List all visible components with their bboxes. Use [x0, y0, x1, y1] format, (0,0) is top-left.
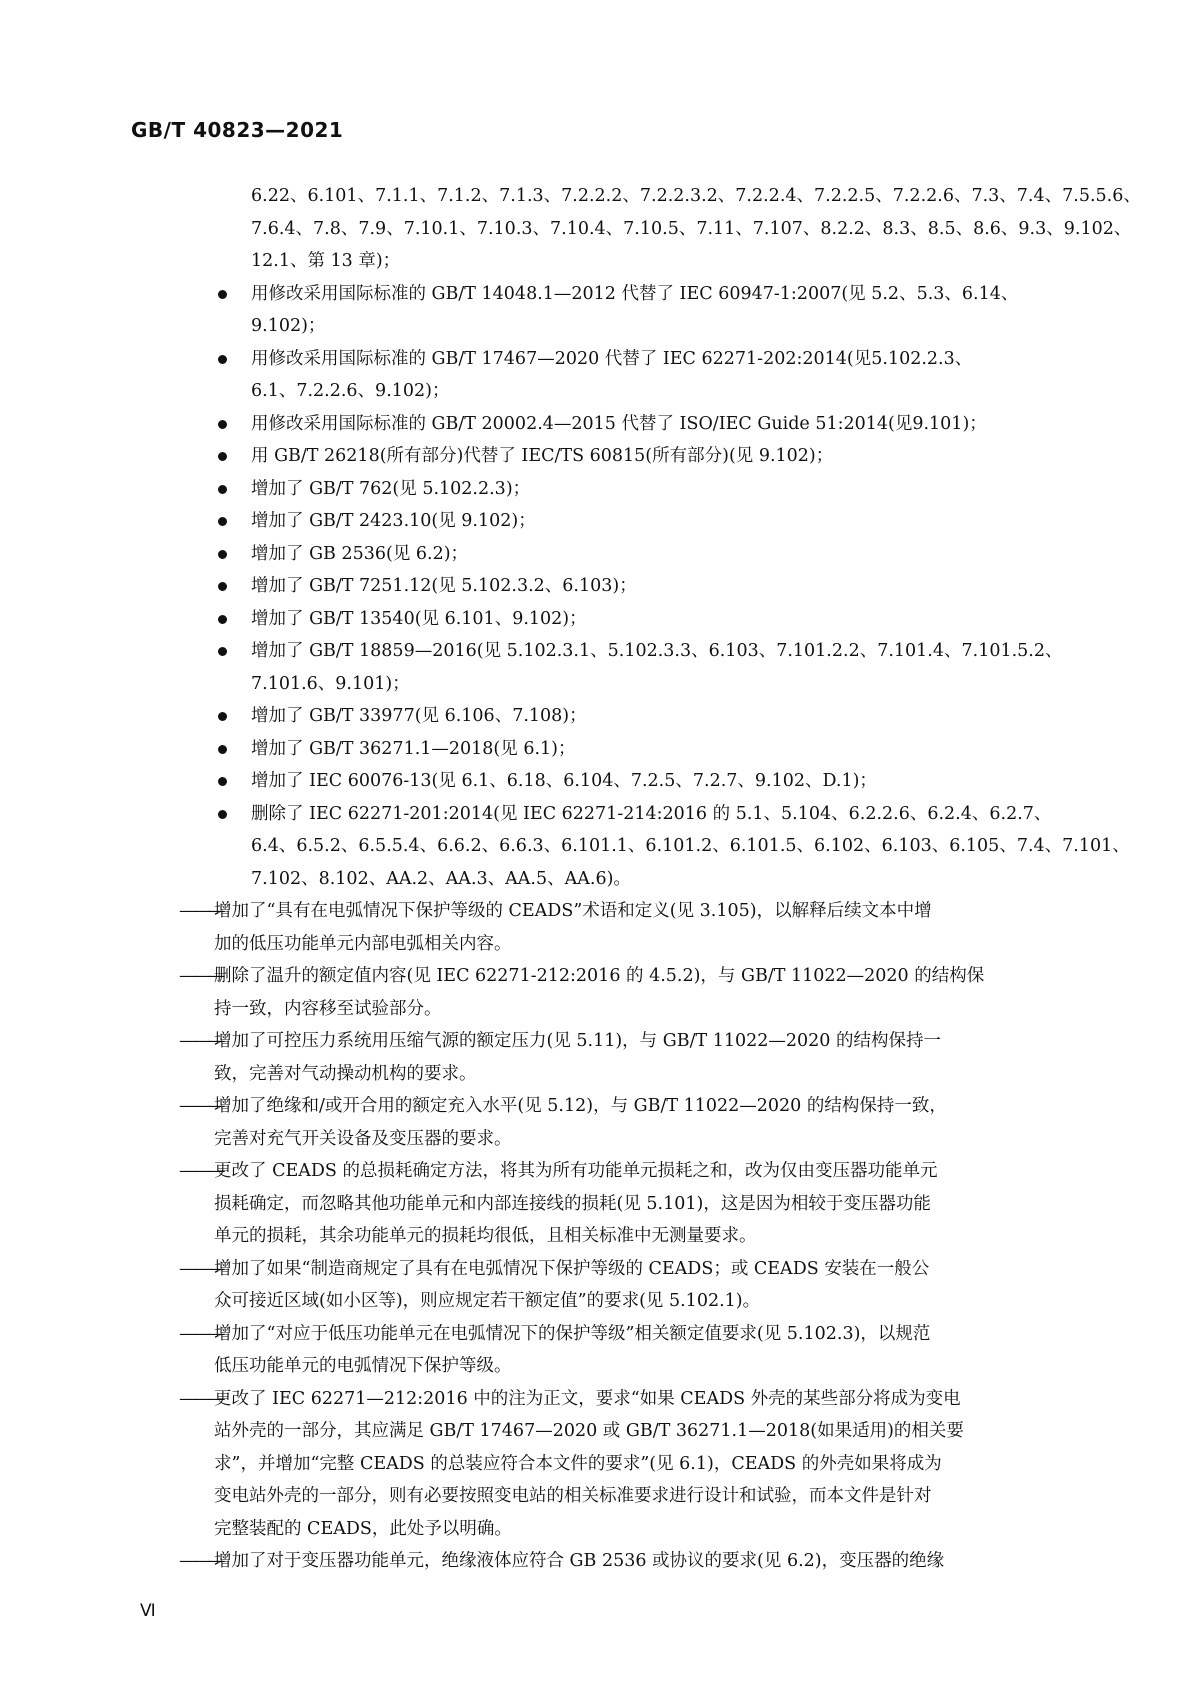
dash-item-continuation	[0, 1480, 1191, 1513]
bullet-item-text: 用 GB/T 26218(所有部分)代替了 IEC/TS 60815(所有部分)(见 9.102)；	[251, 446, 834, 466]
dash-marker: ———	[179, 1096, 223, 1116]
dash-item-text: 低压功能单元的电弧情况下保护等级。	[214, 1356, 512, 1376]
bullet-item	[0, 408, 1191, 441]
bullet-icon	[218, 810, 227, 819]
bullet-item-text: 删除了 IEC 62271-201:2014(见 IEC 62271-214:2016 的 5.1、5.104、6.2.2.6、6.2.4、6.2.7、	[251, 803, 1052, 824]
bullet-item-text: 用修改采用国际标准的 GB/T 17467—2020 代替了 IEC 62271-202:2014(见5.102.2.3、	[251, 348, 973, 369]
bullet-item-continuation	[0, 668, 1191, 701]
bullet-item-continuation	[0, 213, 1191, 246]
bullet-item-continuation	[0, 310, 1191, 343]
dash-item	[0, 1545, 1191, 1578]
bullet-icon	[218, 745, 227, 754]
dash-marker: ———	[179, 1323, 223, 1344]
bullet-icon	[218, 420, 227, 429]
bullet-item-continuation	[0, 180, 1191, 213]
bullet-item	[0, 570, 1191, 603]
bullet-item-text: 增加了 GB/T 7251.12(见 5.102.3.2、6.103)；	[251, 576, 637, 596]
dash-marker: ———	[179, 901, 223, 921]
dash-item-continuation	[0, 1350, 1191, 1383]
bullet-icon	[218, 777, 227, 786]
dash-marker: ———	[179, 1551, 223, 1571]
bullet-item-continuation	[0, 863, 1191, 896]
dash-item-text: 完善对充气开关设备及变压器的要求。	[214, 1128, 512, 1149]
dash-item-text: 增加了可控压力系统用压缩气源的额定压力(见 5.11)，与 GB/T 11022—2020 的结构保持一	[214, 1031, 941, 1051]
document-body	[0, 180, 1191, 1578]
bullet-item-text: 7.101.6、9.101)；	[251, 673, 410, 694]
dash-item-continuation	[0, 1220, 1191, 1253]
dash-marker: ———	[179, 966, 223, 986]
dash-item-text: 更改了 CEADS 的总损耗确定方法，将其为所有功能单元损耗之和，改为仅由变压器功能单元	[214, 1161, 938, 1181]
bullet-item-text: 增加了 GB/T 13540(见 6.101、9.102)；	[251, 608, 587, 629]
dash-marker: ———	[179, 1161, 223, 1181]
bullet-item-text: 6.1、7.2.2.6、9.102)；	[251, 381, 450, 401]
bullet-item-text: 12.1、第 13 章)；	[251, 251, 401, 271]
bullet-item-text: 增加了 GB/T 18859—2016(见 5.102.3.1、5.102.3.3、6.103、7.101.2.2、7.101.4、7.101.5.2、	[251, 641, 1063, 661]
bullet-item	[0, 278, 1191, 311]
dash-item-text: 增加了对于变压器功能单元，绝缘液体应符合 GB 2536 或协议的要求(见 6.2)，变压器的绝缘	[214, 1551, 945, 1571]
dash-item	[0, 1253, 1191, 1286]
dash-item-continuation	[0, 1058, 1191, 1091]
bullet-item-text: 增加了 GB/T 762(见 5.102.2.3)；	[251, 478, 531, 499]
bullet-item	[0, 473, 1191, 506]
dash-item-text: 加的低压功能单元内部电弧相关内容。	[214, 933, 512, 954]
dash-item	[0, 1025, 1191, 1058]
dash-item-text: 单元的损耗，其余功能单元的损耗均很低，且相关标准中无测量要求。	[214, 1226, 757, 1246]
bullet-icon	[218, 290, 227, 299]
dash-item-continuation	[0, 1513, 1191, 1546]
bullet-item-continuation	[0, 375, 1191, 408]
dash-item-text: 增加了“对应于低压功能单元在电弧情况下的保护等级”相关额定值要求(见 5.102.3)，以规范	[214, 1323, 931, 1344]
dash-item-text: 众可接近区域(如小区等)，则应规定若干额定值”的要求(见 5.102.1)。	[214, 1291, 761, 1311]
bullet-item-continuation	[0, 245, 1191, 278]
bullet-item-text: 7.102、8.102、AA.2、AA.3、AA.5、AA.6)。	[251, 868, 631, 889]
dash-item	[0, 960, 1191, 993]
bullet-icon	[218, 355, 227, 364]
dash-item-continuation	[0, 928, 1191, 961]
bullet-item-text: 用修改采用国际标准的 GB/T 14048.1—2012 代替了 IEC 60947-1:2007(见 5.2、5.3、6.14、	[251, 283, 1019, 304]
dash-item-text: 持一致，内容移至试验部分。	[214, 998, 442, 1019]
bullet-icon	[218, 452, 227, 461]
dash-item-text: 增加了如果“制造商规定了具有在电弧情况下保护等级的 CEADS；或 CEADS 安装在一般公	[214, 1258, 930, 1279]
dash-marker: ———	[179, 1388, 223, 1409]
bullet-item-text: 6.4、6.5.2、6.5.5.4、6.6.2、6.6.3、6.101.1、6.101.2、6.101.5、6.102、6.103、6.105、7.4、7.101、	[251, 836, 1130, 856]
bullet-icon	[218, 517, 227, 526]
bullet-item-text: 增加了 GB/T 36271.1—2018(见 6.1)；	[251, 738, 576, 759]
bullet-icon	[218, 647, 227, 656]
bullet-item	[0, 440, 1191, 473]
bullet-item-continuation	[0, 830, 1191, 863]
dash-item-text: 完整装配的 CEADS，此处予以明确。	[214, 1518, 512, 1539]
bullet-icon	[218, 485, 227, 494]
dash-item-continuation	[0, 1415, 1191, 1448]
dash-item-continuation	[0, 1188, 1191, 1221]
bullet-item-text: 增加了 IEC 60076-13(见 6.1、6.18、6.104、7.2.5、7.2.7、9.102、D.1)；	[251, 771, 877, 791]
dash-item-text: 求”，并增加“完整 CEADS 的总装应符合本文件的要求”(见 6.1)，CEADS 的外壳如果将成为	[214, 1453, 942, 1474]
bullet-item	[0, 765, 1191, 798]
bullet-item-text: 6.22、6.101、7.1.1、7.1.2、7.1.3、7.2.2.2、7.2.2.3.2、7.2.2.4、7.2.2.5、7.2.2.6、7.3、7.4、7.5.5.6、	[251, 186, 1141, 206]
dash-item-continuation	[0, 1285, 1191, 1318]
bullet-item-text: 增加了 GB/T 33977(见 6.106、7.108)；	[251, 706, 587, 726]
document-code: GB/T 40823—2021	[131, 118, 344, 142]
dash-item-continuation	[0, 1448, 1191, 1481]
bullet-item-text: 增加了 GB/T 2423.10(见 9.102)；	[251, 511, 536, 531]
dash-item-text: 增加了绝缘和/或开合用的额定充入水平(见 5.12)，与 GB/T 11022—2020 的结构保持一致，	[214, 1096, 947, 1116]
bullet-item	[0, 505, 1191, 538]
bullet-item-text: 9.102)；	[251, 316, 326, 336]
dash-item-text: 站外壳的一部分，其应满足 GB/T 17467—2020 或 GB/T 36271.1—2018(如果适用)的相关要	[214, 1421, 964, 1441]
dash-item-text: 变电站外壳的一部分，则有必要按照变电站的相关标准要求进行设计和试验，而本文件是针对	[214, 1486, 932, 1506]
dash-item-text: 增加了“具有在电弧情况下保护等级的 CEADS”术语和定义(见 3.105)，以解释后续文本中增	[214, 901, 932, 921]
dash-item-text: 损耗确定，而忽略其他功能单元和内部连接线的损耗(见 5.101)，这是因为相较于变压器功能	[214, 1193, 931, 1214]
bullet-item-text: 用修改采用国际标准的 GB/T 20002.4—2015 代替了 ISO/IEC Guide 51:2014(见9.101)；	[251, 413, 987, 434]
bullet-icon	[218, 582, 227, 591]
dash-item	[0, 895, 1191, 928]
bullet-item	[0, 603, 1191, 636]
dash-item	[0, 1318, 1191, 1351]
dash-item	[0, 1383, 1191, 1416]
dash-item-text: 删除了温升的额定值内容(见 IEC 62271-212:2016 的 4.5.2)，与 GB/T 11022—2020 的结构保	[214, 966, 985, 986]
bullet-item	[0, 700, 1191, 733]
bullet-icon	[218, 712, 227, 721]
bullet-item-text: 增加了 GB 2536(见 6.2)；	[251, 543, 469, 564]
bullet-icon	[218, 550, 227, 559]
bullet-item	[0, 538, 1191, 571]
bullet-item	[0, 635, 1191, 668]
dash-item	[0, 1155, 1191, 1188]
page-number: Ⅵ	[140, 1601, 156, 1620]
dash-marker: ———	[179, 1031, 223, 1051]
dash-item-text: 致，完善对气动操动机构的要求。	[214, 1063, 477, 1084]
dash-item-continuation	[0, 993, 1191, 1026]
dash-item-continuation	[0, 1123, 1191, 1156]
bullet-icon	[218, 615, 227, 624]
bullet-item	[0, 733, 1191, 766]
bullet-item-text: 7.6.4、7.8、7.9、7.10.1、7.10.3、7.10.4、7.10.5、7.11、7.107、8.2.2、8.3、8.5、8.6、9.3、9.102、	[251, 218, 1132, 239]
bullet-item	[0, 343, 1191, 376]
bullet-item	[0, 798, 1191, 831]
dash-item	[0, 1090, 1191, 1123]
dash-marker: ———	[179, 1258, 223, 1279]
dash-item-text: 更改了 IEC 62271—212:2016 中的注为正文，要求“如果 CEADS 外壳的某些部分将成为变电	[214, 1388, 961, 1409]
